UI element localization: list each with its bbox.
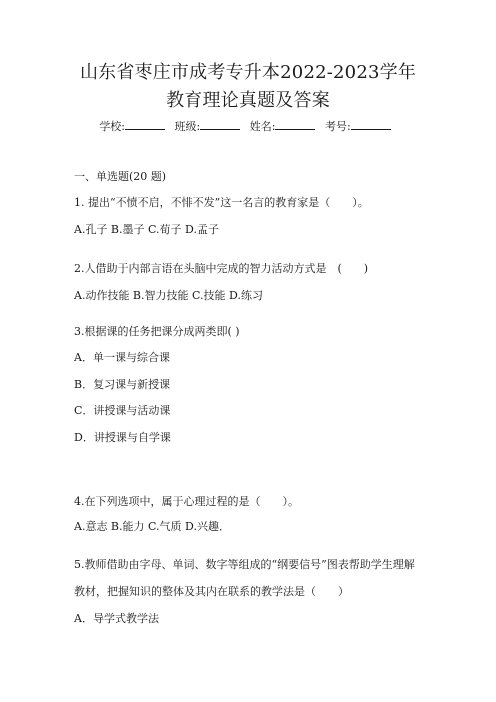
question-5-option-a: A．导学式教学法 [74, 612, 159, 625]
exam-number-label: 考号: [324, 120, 351, 133]
question-4: 4.在下列选项中，属于心理过程的是（ ）。 [74, 495, 299, 508]
exam-title-line2: 教育理论真题及答案 [166, 90, 330, 111]
class-blank [200, 119, 240, 130]
question-3-option-c: C．讲授课与活动课 [74, 404, 171, 417]
question-2: 2.人借助于内部言语在头脑中完成的智力活动方式是 ( ) [74, 262, 369, 275]
question-3-option-d: D．讲授课与自学课 [74, 431, 171, 444]
student-info-row [0, 119, 496, 134]
name-label: 姓名: [249, 120, 276, 133]
question-3-option-a: A．单一课与综合课 [74, 351, 170, 364]
section-heading: 一、单选题(20 题) [74, 170, 167, 183]
question-1-options: A.孔子 B.墨子 C.荀子 D.孟子 [74, 223, 219, 236]
class-label: 班级: [174, 120, 201, 133]
name-blank [275, 119, 315, 130]
exam-number-blank [351, 119, 391, 130]
question-5-line1: 5.教师借助由字母、单词、数字等组成的“纲要信号”图表帮助学生理解 [74, 558, 415, 571]
question-3: 3.根据课的任务把课分成两类即( ) [74, 325, 240, 338]
exam-title-line1: 山东省枣庄市成考专升本2022-2023学年 [79, 62, 417, 83]
question-2-options: A.动作技能 B.智力技能 C.技能 D.练习 [74, 289, 263, 302]
question-1: 1. 提出“不愤不启，不悱不发”这一名言的教育家是（ ）。 [74, 196, 369, 209]
question-5-line2: 教材，把握知识的整体及其内在联系的教学法是（ ） [74, 585, 349, 598]
question-3-option-b: B．复习课与新授课 [74, 378, 171, 391]
school-blank [125, 119, 165, 130]
question-4-options: A.意志 B.能力 C.气质 D.兴趣． [74, 520, 230, 533]
school-label: 学校: [99, 120, 126, 133]
